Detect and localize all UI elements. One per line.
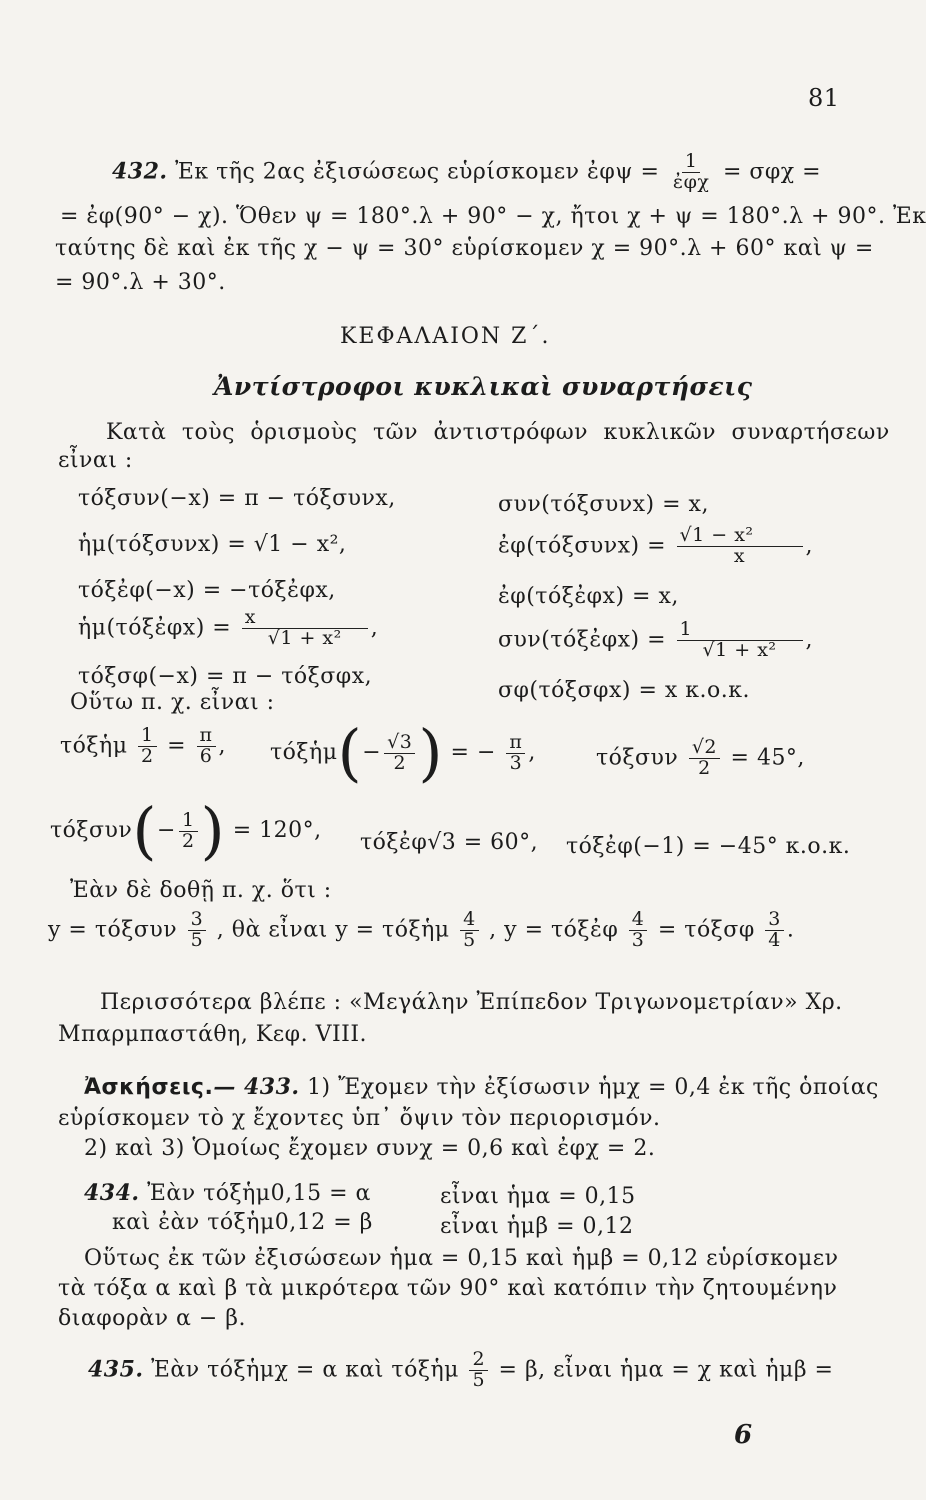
paren-left: ( bbox=[337, 716, 363, 789]
example-5: τόξἐφ√3 = 60°, bbox=[360, 830, 539, 855]
text-span: = σφχ = bbox=[722, 159, 822, 185]
exercises-line-3: 2) καὶ 3) Ὁμοίως ἔχομεν συνχ = 0,6 καὶ ἐφχ = 2. bbox=[84, 1136, 656, 1161]
frac-num: π bbox=[197, 726, 216, 747]
def-a4: ἡμ(τόξἐφx) = $\frac{x}{\text{√1 + x²}}$ , bbox=[78, 606, 379, 649]
text-span: τόξσυν bbox=[50, 818, 133, 843]
fraction bbox=[197, 726, 216, 767]
text-span: , y = τόξἐφ bbox=[489, 917, 619, 943]
example-6: τόξἐφ(−1) = −45° κ.ο.κ. bbox=[566, 834, 851, 859]
frac-den: 6 bbox=[199, 744, 213, 767]
frac-den: √1 + x² bbox=[702, 638, 777, 661]
text-span: ἡμ(τόξἐφx) = bbox=[78, 615, 232, 641]
given-line: y = τόξσυν $\frac{3}{5}$ , θὰ εἶναι y = τόξἡμ $\frac{4}{5}$ , y = τόξἐφ $\frac{4}{3}$ = τόξσφ $\frac{3}{4}$ . bbox=[48, 908, 795, 951]
frac-den: ἐφχ bbox=[672, 170, 710, 193]
text-span: 1) Ἔχομεν τὴν ἐξίσωσιν ἡμχ = 0,4 ἐκ τῆς ὁποίας bbox=[307, 1075, 879, 1100]
fraction bbox=[670, 152, 713, 193]
paren-left: ( bbox=[132, 794, 158, 867]
intro-line-1: Κατὰ τοὺς ὁρισμοὺς τῶν ἀντιστρόφων κυκλικῶν συναρτήσεων bbox=[106, 420, 890, 445]
frac-den: 3 bbox=[631, 928, 645, 951]
exercises-line-1 bbox=[84, 1074, 879, 1100]
def-a3: τόξἐφ(−x) = −τόξἐφx, bbox=[78, 578, 336, 603]
fraction bbox=[138, 726, 157, 767]
paren-right: ) bbox=[200, 794, 226, 867]
frac-den: 5 bbox=[463, 928, 476, 951]
def-a5: τόξσφ(−x) = π − τόξσφx, bbox=[78, 664, 373, 689]
fraction bbox=[506, 730, 525, 774]
paren-right: ) bbox=[418, 716, 444, 789]
examples-intro: Οὕτω π. χ. εἶναι : bbox=[70, 690, 275, 715]
problem-434-b2: εἶναι ἡμβ = 0,12 bbox=[440, 1214, 634, 1239]
problem-number: 435. bbox=[88, 1356, 144, 1383]
text-span: τόξσυν bbox=[596, 745, 679, 771]
fraction bbox=[188, 910, 207, 951]
frac-num: 1 bbox=[682, 152, 701, 173]
frac-num: 4 bbox=[629, 910, 648, 931]
frac-num: 1 bbox=[138, 726, 157, 747]
reference-line-2: Μπαρμπαστάθη, Κεφ. VIII. bbox=[58, 1022, 368, 1047]
text-span: ἐφ(τόξσυνx) = bbox=[498, 533, 667, 559]
intro-line-2: εἶναι : bbox=[58, 448, 133, 473]
frac-den: x bbox=[733, 544, 746, 567]
frac-den: √1 + x² bbox=[267, 626, 342, 649]
frac-num: √3 bbox=[384, 733, 415, 754]
given-intro: Ἐὰν δὲ δοθῇ π. χ. ὅτι : bbox=[70, 878, 332, 903]
exercises-label: Ἀσκήσεις. bbox=[84, 1075, 214, 1100]
problem-435-line bbox=[88, 1350, 833, 1391]
fraction bbox=[469, 1350, 488, 1391]
frac-num: √1 − x² bbox=[677, 526, 803, 547]
problem-434-line-4: τὰ τόξα α καὶ β τὰ μικρότερα τῶν 90° καὶ κατόπιν τὴν ζητουμένην bbox=[58, 1276, 838, 1301]
frac-den: 5 bbox=[472, 1368, 486, 1391]
text-span: Ἐὰν τόξἡμ0,15 = α bbox=[147, 1181, 371, 1206]
fraction bbox=[460, 910, 479, 951]
fraction bbox=[689, 738, 720, 779]
fraction bbox=[242, 608, 368, 649]
text-span: = 120°, bbox=[232, 818, 322, 843]
def-b3: ἐφ(τόξἐφx) = x, bbox=[498, 584, 679, 609]
problem-number: 432. bbox=[112, 158, 168, 185]
text-span: Ἐὰν τόξἡμχ = α καὶ τόξἡμ bbox=[151, 1357, 459, 1383]
frac-num: 3 bbox=[188, 910, 207, 931]
text-span: = τόξσφ bbox=[657, 917, 755, 943]
def-b5: σφ(τόξσφx) = x κ.ο.κ. bbox=[498, 678, 750, 703]
fraction bbox=[677, 620, 803, 661]
frac-num: 3 bbox=[765, 910, 784, 931]
exercise-number: — 433. bbox=[213, 1074, 300, 1100]
text-span: Ἐκ τῆς 2ας ἐξισώσεως εὑρίσκομεν ἐφψ = bbox=[175, 159, 660, 185]
fraction bbox=[384, 730, 415, 774]
problem-434-line-5: διαφορὰν α − β. bbox=[58, 1306, 247, 1331]
frac-num: π bbox=[506, 733, 525, 754]
problem-432-line-1 bbox=[112, 152, 821, 193]
def-b2: ἐφ(τόξσυνx) = $\frac{\text{√1 − x²}}{x}$ , bbox=[498, 524, 814, 567]
def-b1: συν(τόξσυνx) = x, bbox=[498, 492, 709, 517]
page-number: 81 bbox=[808, 84, 840, 112]
text-span: = 45°, bbox=[730, 745, 805, 771]
problem-434-line-3: Οὕτως ἐκ τῶν ἐξισώσεων ἡμα = 0,15 καὶ ἡμβ = 0,12 εὑρίσκομεν bbox=[84, 1246, 839, 1271]
text-span: τόξἡμ bbox=[270, 740, 338, 765]
signature-mark: 6 bbox=[734, 1420, 753, 1450]
frac-num: √2 bbox=[689, 738, 720, 759]
problem-number: 434. bbox=[84, 1180, 140, 1206]
example-1: τόξἡμ $\frac{1}{2}$ = $\frac{\pi}{6}$ , bbox=[60, 724, 227, 767]
problem-432-line-2: = ἐφ(90° − χ). Ὅθεν ψ = 180°.λ + 90° − χ, ἤτοι χ + ψ = 180°.λ + 90°. Ἐκ bbox=[60, 204, 926, 229]
frac-den: 5 bbox=[190, 928, 204, 951]
frac-den: 2 bbox=[141, 744, 154, 767]
problem-432-line-3: ταύτης δὲ καὶ ἐκ τῆς χ − ψ = 30° εὑρίσκομεν χ = 90°.λ + 60° καὶ ψ = bbox=[55, 236, 874, 261]
text-span: , θὰ εἶναι y = τόξἡμ bbox=[216, 917, 450, 943]
text-span: = β, εἶναι ἡμα = χ καὶ ἡμβ = bbox=[498, 1357, 834, 1383]
chapter-heading: ΚΕΦΑΛΑΙΟΝ Ζ΄. bbox=[340, 324, 551, 349]
frac-den: 3 bbox=[509, 751, 523, 774]
frac-num: 2 bbox=[469, 1350, 488, 1371]
chapter-subtitle: Ἀντίστροφοι κυκλικαὶ συναρτήσεις bbox=[214, 372, 753, 401]
frac-num: 1 bbox=[677, 620, 803, 641]
fraction bbox=[179, 808, 198, 852]
frac-den: 2 bbox=[181, 829, 195, 852]
exercises-line-2: εὑρίσκομεν τὸ χ ἔχοντες ὑπ᾿ ὄψιν τὸν περιορισμόν. bbox=[58, 1106, 661, 1131]
text-span: τόξἡμ bbox=[60, 733, 128, 759]
text-span: y = τόξσυν bbox=[48, 917, 178, 943]
problem-434-b1: εἶναι ἡμα = 0,15 bbox=[440, 1184, 636, 1209]
fraction bbox=[765, 910, 784, 951]
example-2: τόξἡμ(− $\frac{√3}{2}$ ) = − $\frac{\pi}{3}$ , bbox=[270, 716, 536, 789]
fraction bbox=[677, 526, 803, 567]
frac-den: 4 bbox=[768, 928, 781, 951]
reference-line-1: Περισσότερα βλέπε : «Μεγάλην Ἐπίπεδον Τριγωνομετρίαν» Χρ. bbox=[100, 990, 843, 1015]
frac-num: 1 bbox=[179, 811, 198, 832]
text-span: συν(τόξἐφx) = bbox=[498, 627, 667, 653]
frac-den: 2 bbox=[393, 751, 407, 774]
example-3 bbox=[596, 738, 805, 779]
frac-den: 2 bbox=[698, 756, 711, 779]
def-a1: τόξσυν(−x) = π − τόξσυνx, bbox=[78, 486, 396, 511]
problem-434-line-1 bbox=[84, 1180, 371, 1206]
fraction bbox=[629, 910, 648, 951]
def-a2: ἡμ(τόξσυνx) = √1 − x², bbox=[78, 532, 347, 557]
def-b4: συν(τόξἐφx) = $\frac{1}{\text{√1 + x²}}$ , bbox=[498, 618, 814, 661]
example-4: τόξσυν(− $\frac{1}{2}$ ) = 120°, bbox=[50, 794, 322, 867]
problem-432-line-4: = 90°.λ + 30°. bbox=[55, 270, 226, 295]
frac-num: x bbox=[242, 608, 368, 629]
frac-num: 4 bbox=[460, 910, 479, 931]
problem-434-a2: καὶ ἐὰν τόξἡμ0,12 = β bbox=[112, 1210, 373, 1235]
